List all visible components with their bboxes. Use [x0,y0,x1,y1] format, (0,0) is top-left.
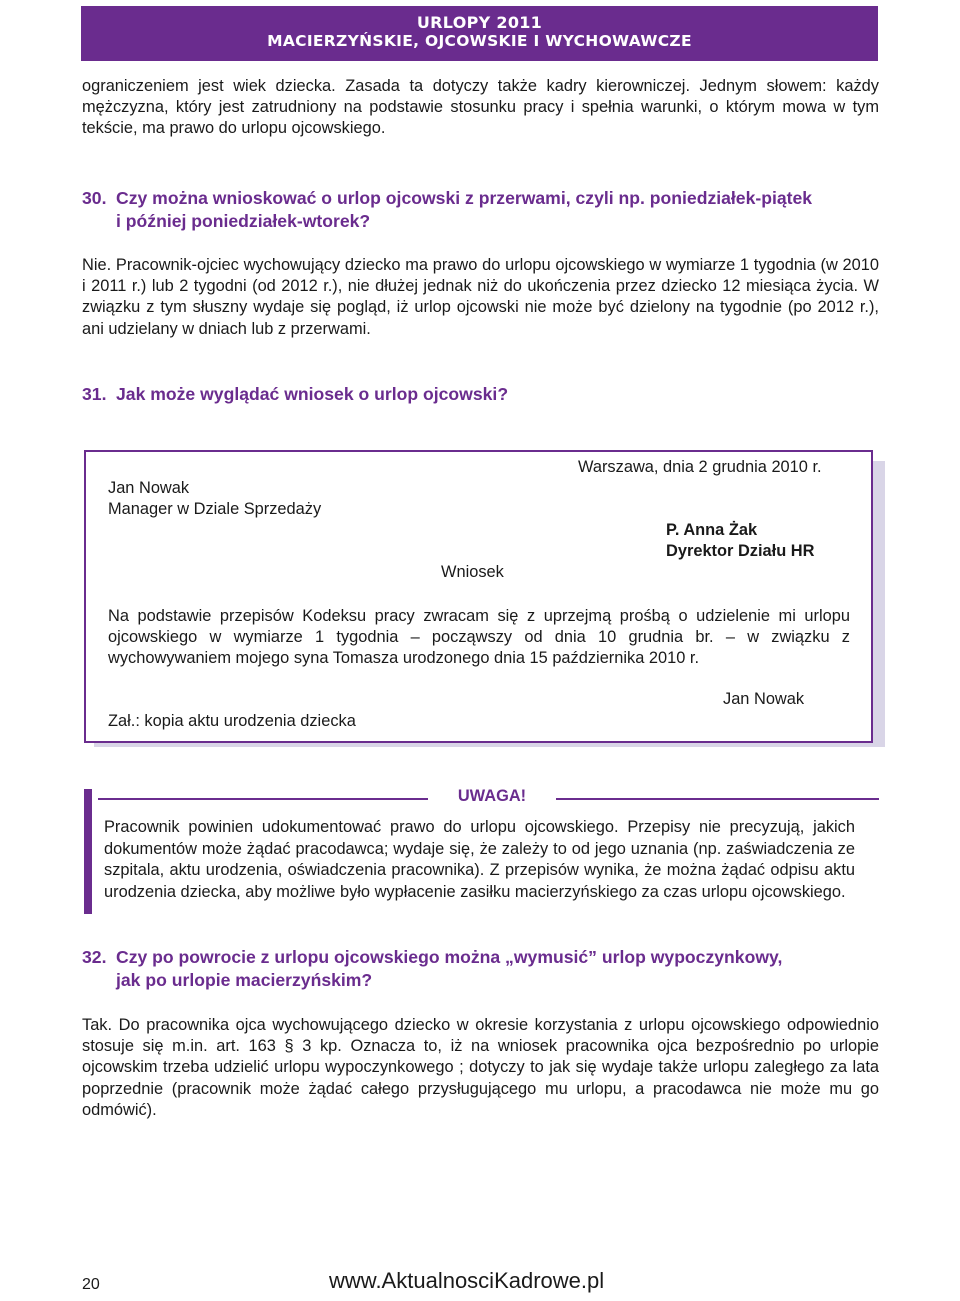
warning-text [104,797,855,903]
letter-signature: Jan Nowak [723,690,805,708]
question-text: Czy można wnioskować o urlop ojcowski z przerwami, czyli np. poniedziałek-piątek [116,188,813,208]
header-title: URLOPY 2011 [416,13,543,32]
page-number: 20 [82,1276,100,1293]
letter-recipient [666,520,814,562]
intro-paragraph: ograniczeniem jest wiek dziecka. Zasada ta dotyczy także kadry kierowniczej. Jednym słowem: każdy mężczyzna, który jest zatrudniony na podstawie stosunku pracy i spełnia warunki, o którym mowa w tym tekście, ma prawo do urlopu ojcowskiego. [82,77,879,138]
letter-place-date: Warszawa, dnia 2 grudnia 2010 r. [578,458,822,476]
letter-title: Wniosek [441,563,504,581]
question-number: 32. [82,947,107,967]
warning-box [84,789,879,914]
answer-30-paragraph: Nie. Pracownik-ojciec wychowujący dziecko ma prawo do urlopu ojcowskiego w wymiarze 1 tygodnia (w 2010 i 2011 r.) lub 2 tygodni (od 2012 r.), nie dłużej jednak niż do ukończenia przez dziecko 12 miesiąca życia. W związku z tym słuszny wydaje się pogląd, iż urlop ojcowski nie może być dzielony na tygodnie (po 2012 r.), ani udzielany w dniach lub z przerwami. [82,256,879,338]
question-number: 31. [82,384,107,404]
sender-position: Manager w Dziale Sprzedaży [108,500,322,518]
warning-label: UWAGA! [457,787,527,805]
recipient-name: P. Anna Żak [666,521,758,539]
question-text-continued: jak po urlopie macierzyńskim? [116,970,373,990]
request-letter-box [84,450,873,743]
sender-name: Jan Nowak [108,479,190,497]
page-header [81,6,878,61]
warning-side-bar [84,789,92,914]
question-text: Czy po powrocie z urlopu ojcowskiego można „wymusić” urlop wypoczynkowy, [116,947,783,967]
answer-32-paragraph: Tak. Do pracownika ojca wychowującego dziecko w okresie korzystania z urlopu ojcowskiego odpowiednio stosuje się m.in. art. 163 § 3 kp. Oznacza to, iż na wniosek pracownika ojca bezpośrednio po urlopie ojcowskim trzeba udzielić urlopu wypoczynkowego ; dotyczy to jak się wydaje także urlopu zaległego za lata poprzednie (pracownik może żądać całego przysługującego mu urlopu, a pracodawca nie może mu go odmówić). [82,1016,879,1119]
header-subtitle: MACIERZYŃSKIE, OJCOWSKIE I WYCHOWAWCZE [267,32,692,50]
letter-body: Na podstawie przepisów Kodeksu pracy zwracam się z uprzejmą prośbą o udzielenie mi urlopu ojcowskiego w wymiarze 1 tygodnia – począwszy od dnia 10 grudnia br. – w związku z wychowywaniem mojego syna Tomasza urodzonego dnia 15 października 2010 r. [108,607,850,667]
question-text: Jak może wyglądać wniosek o urlop ojcowski? [116,384,509,404]
question-31-heading [82,383,879,406]
question-30-heading [82,187,879,233]
question-32-heading [82,946,879,992]
question-text-continued: i później poniedziałek-wtorek? [116,211,371,231]
website-link[interactable]: www.AktualnosciKadrowe.pl [329,1268,605,1293]
warning-body: Pracownik powinien udokumentować prawo do urlopu ojcowskiego. Przepisy nie precyzują, jakich dokumentów może żądać pracodawca; wydaje się, że zależy to od jego uznania (np. zaświadczenia ze szpitala, aktu urodzenia, oświadczenia pracownika). Z przepisów wynika, że można żądać odpisu aktu urodzenia dziecka, aby możliwe było wypłacenie zasiłku macierzyńskiego za czas urlopu ojcowskiego. [104,818,855,901]
question-number: 30. [82,188,107,208]
letter-attachment: Zał.: kopia aktu urodzenia dziecka [108,712,356,730]
recipient-position: Dyrektor Działu HR [666,542,815,560]
letter-sender [108,478,321,520]
